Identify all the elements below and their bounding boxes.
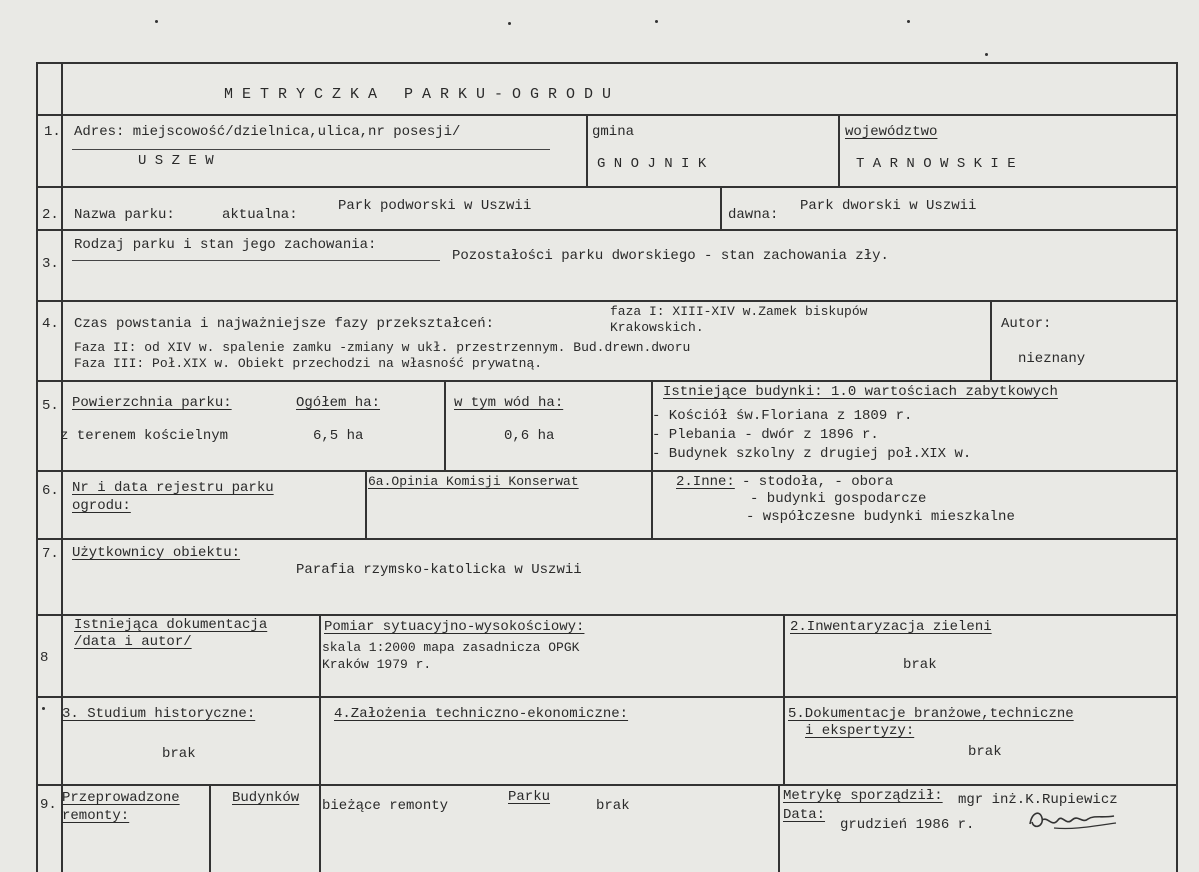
number-column-divider	[61, 62, 63, 872]
gmina-label: gmina	[592, 124, 635, 140]
dokumentacje-branzowe-line-1: 5.Dokumentacje branżowe,techniczne	[788, 706, 1074, 722]
r1-underline	[72, 149, 550, 150]
row-number-6: 6.	[42, 483, 59, 499]
r9-div-a	[209, 784, 211, 872]
istniejace-budynki-label: Istniejące budynki: 1.0 wartościach zabytkowych	[663, 384, 1058, 400]
right-border	[1176, 62, 1178, 872]
data-value: grudzień 1986 r.	[840, 817, 975, 833]
row-sep-9	[36, 784, 1178, 786]
wod-label: w tym wód ha:	[454, 395, 564, 411]
zalozenia-label: 4.Założenia techniczno-ekonomiczne:	[334, 706, 629, 722]
gmina-value: G N O J N I K	[597, 156, 707, 172]
studium-label: 3. Studium historyczne:	[62, 706, 256, 722]
aktualna-value: Park podworski w Uszwii	[338, 198, 532, 214]
istniejaca-dokumentacja-line-2: /data i autor/	[74, 634, 192, 650]
inne-item-3: - współczesne budynki mieszkalne	[746, 509, 1015, 525]
budynek-item-3: - Budynek szkolny z drugiej poł.XIX w.	[652, 446, 972, 462]
row-sep-1	[36, 114, 1178, 116]
powierzchnia-desc: z terenem kościelnym	[60, 428, 229, 444]
dokumentacje-branzowe-line-2: i ekspertyzy:	[805, 723, 915, 739]
aktualna-label: aktualna:	[222, 207, 298, 223]
r9-div-b	[319, 784, 321, 872]
parku-value: brak	[596, 798, 630, 814]
budynek-item-2: - Plebania - dwór z 1896 r.	[652, 427, 879, 443]
studium-value: brak	[162, 746, 196, 762]
remonty-line-1: Przeprowadzone	[62, 790, 180, 806]
scan-speck	[42, 707, 45, 710]
dawna-label: dawna:	[728, 207, 779, 223]
scan-speck	[508, 22, 511, 25]
budynek-item-1: - Kościół św.Floriana z 1809 r.	[652, 408, 913, 424]
adres-value: U S Z E W	[138, 153, 214, 169]
inne-item-1: - stodoła, - obora	[742, 474, 894, 490]
r6-div-a	[365, 470, 367, 538]
faza-3: Faza III: Poł.XIX w. Obiekt przechodzi na własność prywatną.	[74, 356, 543, 371]
row-sep-4	[36, 300, 1178, 302]
left-border	[36, 62, 38, 872]
opinia-komisji-label: 6a.Opinia Komisji Konserwat	[368, 474, 579, 489]
rodzaj-parku-value: Pozostałości parku dworskiego - stan zachowania zły.	[452, 248, 889, 264]
ogolem-value: 6,5 ha	[313, 428, 364, 444]
r6-div-b	[651, 470, 653, 538]
r8-div-a	[319, 614, 321, 784]
scan-speck	[655, 20, 658, 23]
row-sep-8	[36, 614, 1178, 616]
signature-icon	[1024, 806, 1120, 836]
autor-value: nieznany	[1018, 351, 1086, 367]
pomiar-label: Pomiar sytuacyjno-wysokościowy:	[324, 619, 585, 635]
parku-label: Parku	[508, 789, 551, 805]
pomiar-line-1: skala 1:2000 mapa zasadnicza OPGK	[322, 640, 580, 655]
scan-speck	[985, 53, 988, 56]
inwentaryzacja-value: brak	[903, 657, 937, 673]
scan-speck	[155, 20, 158, 23]
czas-powstania-label: Czas powstania i najważniejsze fazy przekształceń:	[74, 316, 495, 332]
row-number-5: 5.	[42, 398, 59, 414]
pomiar-line-2: Kraków 1979 r.	[322, 657, 432, 672]
data-label: Data:	[783, 807, 826, 823]
row-number-4: 4.	[42, 316, 59, 332]
row-number-1: 1.	[44, 124, 61, 140]
rodzaj-parku-label: Rodzaj parku i stan jego zachowania:	[74, 237, 377, 253]
r9-div-c	[778, 784, 780, 872]
r4-div	[990, 300, 992, 380]
row-sep-5	[36, 380, 1178, 382]
row-number-9: 9.	[40, 797, 57, 813]
nazwa-parku-label: Nazwa parku:	[74, 207, 175, 223]
row-number-3: 3.	[42, 256, 59, 272]
remonty-line-2: remonty:	[62, 808, 130, 824]
r5-div-a	[444, 380, 446, 470]
sporzadzil-value: mgr inż.K.Rupiewicz	[958, 792, 1118, 808]
dokumentacje-branzowe-value: brak	[968, 744, 1002, 760]
uzytkownicy-label: Użytkownicy obiektu:	[72, 545, 241, 561]
r8-div-b	[783, 614, 785, 784]
r1-div-a	[586, 114, 588, 186]
dawna-value: Park dworski w Uszwii	[800, 198, 977, 214]
r3-underline	[72, 260, 440, 261]
top-border	[36, 62, 1178, 64]
istniejaca-dokumentacja-line-1: Istniejąca dokumentacja	[74, 617, 268, 633]
ogolem-label: Ogółem ha:	[296, 395, 381, 411]
inne-item-2: - budynki gospodarcze	[750, 491, 927, 507]
form-title: METRYCZKA PARKU-OGRODU	[224, 86, 621, 103]
row-sep-3	[36, 229, 1178, 231]
row-number-8: 8	[40, 650, 49, 666]
row-number-7: 7.	[42, 546, 59, 562]
row-number-2: 2.	[42, 207, 59, 223]
powierzchnia-label: Powierzchnia parku:	[72, 395, 232, 411]
row-sep-6	[36, 470, 1178, 472]
row-sep-8b	[36, 696, 1178, 698]
adres-label: Adres: miejscowość/dzielnica,ulica,nr posesji/	[74, 124, 461, 140]
faza-2: Faza II: od XIV w. spalenie zamku -zmiany w ukł. przestrzennym. Bud.drewn.dworu	[74, 340, 691, 355]
r1-div-b	[838, 114, 840, 186]
faza-1-line-1: faza I: XIII-XIV w.Zamek biskupów	[610, 304, 868, 319]
row-sep-7	[36, 538, 1178, 540]
uzytkownicy-value: Parafia rzymsko-katolicka w Uszwii	[296, 562, 582, 578]
wod-value: 0,6 ha	[504, 428, 555, 444]
budynkow-value: bieżące remonty	[322, 798, 449, 814]
rejestr-line-2: ogrodu:	[72, 498, 131, 514]
scan-speck	[907, 20, 910, 23]
wojewodztwo-value: T A R N O W S K I E	[856, 156, 1016, 172]
r2-div	[720, 186, 722, 229]
rejestr-line-1: Nr i data rejestru parku	[72, 480, 274, 496]
inne-label: 2.Inne:	[676, 474, 735, 490]
budynkow-label: Budynków	[232, 790, 300, 806]
row-sep-2	[36, 186, 1178, 188]
sporzadzil-label: Metrykę sporządził:	[783, 788, 943, 804]
autor-label: Autor:	[1001, 316, 1052, 332]
inwentaryzacja-label: 2.Inwentaryzacja zieleni	[790, 619, 992, 635]
wojewodztwo-label: województwo	[845, 124, 938, 140]
faza-1-line-2: Krakowskich.	[610, 320, 704, 335]
